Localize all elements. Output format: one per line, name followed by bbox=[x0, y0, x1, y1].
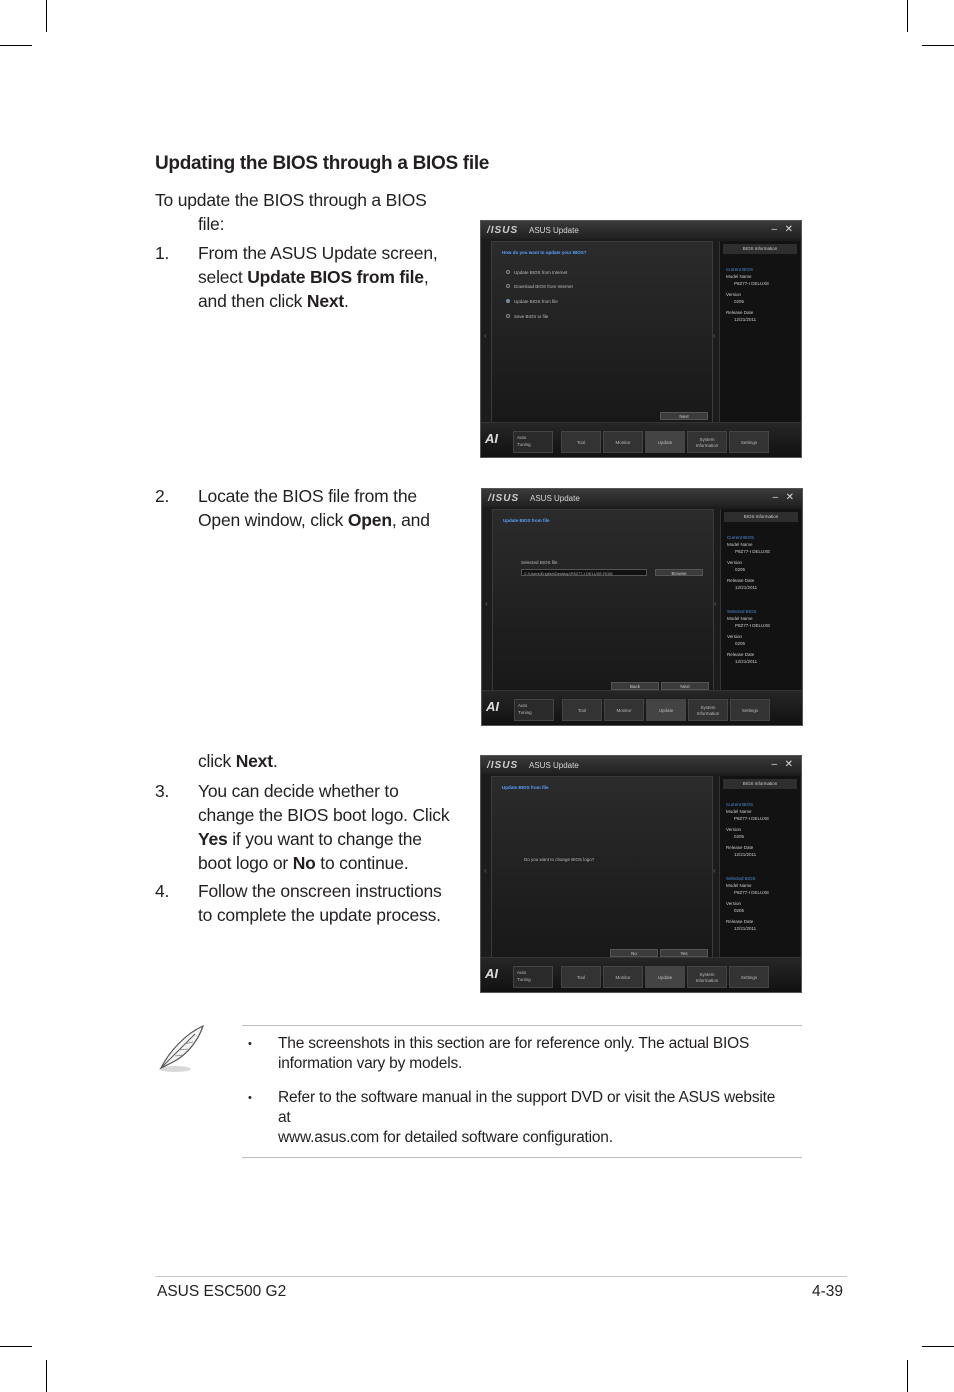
tool-button[interactable]: Tool bbox=[561, 431, 601, 453]
note-text: Refer to the software manual in the support DVD or visit the ASUS website at www.asus.com for detailed software configuration. bbox=[278, 1089, 776, 1146]
release-date-value: 12/21/2011 bbox=[734, 852, 757, 857]
minimize-icon[interactable]: – bbox=[772, 492, 778, 503]
bottom-toolbar bbox=[482, 690, 802, 725]
main-panel bbox=[492, 509, 714, 693]
release-date-value: 12/21/2011 bbox=[734, 317, 757, 322]
close-icon[interactable]: ✕ bbox=[785, 492, 794, 503]
step-number: 4. bbox=[155, 881, 170, 901]
system-information-button[interactable]: System Information bbox=[687, 966, 727, 988]
option-label: Save BIOS to file bbox=[514, 314, 549, 319]
window-title: ASUS Update bbox=[529, 226, 579, 235]
step-line: select Update BIOS from file, bbox=[198, 267, 429, 287]
settings-button[interactable]: Settings bbox=[729, 966, 769, 988]
chevron-left-icon[interactable]: ‹ bbox=[714, 599, 717, 608]
asus-logo: /ISUS bbox=[487, 225, 519, 236]
step-line: Yes if you want to change the bbox=[198, 829, 422, 849]
version-label: Version bbox=[726, 827, 742, 832]
window-title: ASUS Update bbox=[529, 761, 579, 770]
update-button[interactable]: Update bbox=[645, 966, 685, 988]
settings-button[interactable]: Settings bbox=[729, 431, 769, 453]
system-information-button[interactable]: System Information bbox=[687, 431, 727, 453]
title-bar bbox=[481, 756, 801, 774]
asus-update-screenshot-2 bbox=[481, 488, 803, 726]
model-name-label: Model Name bbox=[726, 883, 752, 888]
model-name-label: Model Name bbox=[727, 542, 753, 547]
current-bios-label: Current BIOS bbox=[726, 802, 754, 807]
step-number: 1. bbox=[155, 243, 170, 263]
update-question: How do you want to update your BIOS? bbox=[502, 250, 587, 255]
monitor-button[interactable]: Monitor bbox=[603, 431, 643, 453]
intro-line: file: bbox=[198, 214, 225, 234]
current-bios-label: Current BIOS bbox=[726, 267, 754, 272]
note-text: The screenshots in this section are for reference only. The actual BIOS information vary by models. bbox=[278, 1035, 750, 1072]
step-line: to complete the update process. bbox=[198, 905, 441, 925]
version-label: Version bbox=[726, 901, 742, 906]
release-date-label: Release Date bbox=[727, 578, 755, 583]
main-panel bbox=[491, 776, 713, 960]
feather-pen-icon bbox=[155, 1022, 209, 1074]
tool-button[interactable]: Tool bbox=[561, 966, 601, 988]
version-label: Version bbox=[726, 292, 742, 297]
release-date-value: 12/21/2011 bbox=[734, 926, 757, 931]
release-date-label: Release Date bbox=[726, 919, 754, 924]
model-name-value: P8Z77-I DELUXE bbox=[735, 623, 771, 628]
selected-bios-label: Selected BIOS bbox=[727, 609, 757, 614]
release-date-label: Release Date bbox=[727, 652, 755, 657]
radio-download-internet[interactable] bbox=[506, 284, 510, 288]
next-button[interactable]: Next bbox=[660, 412, 708, 420]
section-title: Updating the BIOS through a BIOS file bbox=[155, 153, 490, 174]
release-date-value: 12/21/2011 bbox=[735, 585, 758, 590]
selected-bios-label: Selected BIOS bbox=[726, 876, 756, 881]
close-icon[interactable]: ✕ bbox=[784, 224, 793, 235]
crop-mark bbox=[46, 1360, 47, 1392]
note-divider bbox=[242, 1025, 802, 1026]
crop-mark bbox=[46, 0, 47, 32]
step-number: 3. bbox=[155, 781, 170, 801]
bios-info-header: BIOS Information bbox=[723, 244, 797, 254]
release-date-label: Release Date bbox=[726, 310, 754, 315]
current-bios-label: Current BIOS bbox=[727, 535, 755, 540]
radio-update-internet[interactable] bbox=[506, 270, 510, 274]
model-name-value: P8Z77-I DELUXE bbox=[735, 549, 771, 554]
step-line: From the ASUS Update screen, bbox=[198, 243, 438, 263]
model-name-label: Model Name bbox=[726, 809, 752, 814]
bios-info-header: BIOS Information bbox=[723, 779, 797, 789]
minimize-icon[interactable]: – bbox=[771, 224, 777, 235]
model-name-label: Model Name bbox=[726, 274, 752, 279]
title-bar bbox=[481, 221, 801, 239]
version-label: Version bbox=[727, 560, 743, 565]
ai-suite-logo: AI bbox=[486, 699, 499, 714]
step-line: Follow the onscreen instructions bbox=[198, 881, 442, 901]
bios-info-panel bbox=[720, 509, 801, 691]
asus-logo: /ISUS bbox=[488, 493, 520, 504]
crop-mark bbox=[922, 1346, 954, 1347]
version-value: 0205 bbox=[735, 641, 746, 646]
window-title: ASUS Update bbox=[530, 494, 580, 503]
back-button[interactable]: Back bbox=[611, 682, 659, 690]
close-icon[interactable]: ✕ bbox=[784, 759, 793, 770]
auto-tuning-button[interactable]: Auto Tuning bbox=[514, 699, 554, 721]
bios-info-panel bbox=[719, 776, 800, 958]
update-button[interactable]: Update bbox=[646, 699, 686, 721]
bios-info-panel bbox=[719, 241, 800, 423]
model-name-value: P8Z77-I DELUXE bbox=[734, 890, 770, 895]
footer-product-name: ASUS ESC500 G2 bbox=[157, 1283, 287, 1300]
step-line: change the BIOS boot logo. Click bbox=[198, 805, 450, 825]
step-line: Locate the BIOS file from the bbox=[198, 486, 417, 506]
note-divider bbox=[242, 1157, 802, 1158]
crop-mark bbox=[0, 1346, 32, 1347]
version-value: 0205 bbox=[735, 567, 746, 572]
yes-button[interactable]: Yes bbox=[660, 949, 708, 957]
tool-button[interactable]: Tool bbox=[562, 699, 602, 721]
chevron-left-icon[interactable]: ‹ bbox=[484, 866, 487, 875]
file-path-field[interactable]: C:\Users\English\Desktop\P8Z77-I DELUXE.ROM bbox=[521, 569, 647, 576]
radio-update-file[interactable] bbox=[506, 299, 510, 303]
bullet: • bbox=[248, 1038, 252, 1050]
logo-question: Do you want to change BIOS logo? bbox=[524, 857, 595, 862]
chevron-left-icon[interactable]: ‹ bbox=[485, 599, 488, 608]
option-label: Download BIOS from Internet bbox=[514, 284, 573, 289]
footer-divider bbox=[155, 1276, 847, 1277]
asus-update-screenshot-3 bbox=[480, 755, 802, 993]
panel-header: Update BIOS from file bbox=[502, 785, 549, 790]
auto-tuning-button[interactable]: Auto Tuning bbox=[513, 431, 553, 453]
crop-mark bbox=[922, 45, 954, 46]
auto-tuning-button[interactable]: Auto Tuning bbox=[513, 966, 553, 988]
crop-mark bbox=[907, 1360, 908, 1392]
crop-mark bbox=[907, 0, 908, 32]
release-date-label: Release Date bbox=[726, 845, 754, 850]
step-line: click Next. bbox=[198, 751, 278, 771]
system-information-button[interactable]: System Information bbox=[688, 699, 728, 721]
bottom-toolbar bbox=[481, 422, 801, 457]
main-panel bbox=[491, 241, 713, 425]
model-name-value: P8Z77-I DELUXE bbox=[734, 281, 770, 286]
radio-save-file[interactable] bbox=[506, 314, 510, 318]
bullet: • bbox=[248, 1092, 252, 1104]
step-line: and then click Next. bbox=[198, 291, 349, 311]
step-line: Open window, click Open, and bbox=[198, 510, 430, 530]
minimize-icon[interactable]: – bbox=[771, 759, 777, 770]
bios-info-header: BIOS Information bbox=[724, 512, 798, 522]
release-date-value: 12/21/2011 bbox=[735, 659, 758, 664]
footer-page-number: 4-39 bbox=[812, 1283, 844, 1300]
no-button[interactable]: No bbox=[610, 949, 658, 957]
version-value: 0205 bbox=[734, 834, 745, 839]
step-line: You can decide whether to bbox=[198, 781, 399, 801]
version-value: 0205 bbox=[734, 908, 745, 913]
model-name-label: Model Name bbox=[727, 616, 753, 621]
version-value: 0205 bbox=[734, 299, 745, 304]
asus-logo: /ISUS bbox=[487, 760, 519, 771]
step-line: boot logo or No to continue. bbox=[198, 853, 409, 873]
chevron-left-icon[interactable]: ‹ bbox=[713, 866, 716, 875]
step-text bbox=[198, 779, 466, 875]
update-button[interactable]: Update bbox=[645, 431, 685, 453]
panel-header: Update BIOS from file bbox=[503, 518, 550, 523]
crop-mark bbox=[0, 45, 32, 46]
monitor-button[interactable]: Monitor bbox=[604, 699, 644, 721]
ai-suite-logo: AI bbox=[485, 431, 498, 446]
step-text bbox=[198, 484, 466, 532]
selected-file-label: Selected BIOS file bbox=[521, 560, 558, 565]
option-label: Update BIOS from file bbox=[514, 299, 558, 304]
step-text bbox=[198, 879, 466, 927]
intro-text bbox=[155, 188, 455, 236]
title-bar bbox=[482, 489, 802, 507]
step-number: 2. bbox=[155, 486, 170, 506]
chevron-left-icon[interactable]: ‹ bbox=[713, 331, 716, 340]
browse-button[interactable]: Browse bbox=[655, 569, 703, 576]
bottom-toolbar bbox=[481, 957, 801, 992]
step-text bbox=[198, 241, 466, 313]
next-button[interactable]: Next bbox=[661, 682, 709, 690]
settings-button[interactable]: Settings bbox=[730, 699, 770, 721]
monitor-button[interactable]: Monitor bbox=[603, 966, 643, 988]
model-name-value: P8Z77-I DELUXE bbox=[734, 816, 770, 821]
option-label: Update BIOS from Internet bbox=[514, 270, 568, 275]
intro-line: To update the BIOS through a BIOS bbox=[155, 190, 427, 210]
version-label: Version bbox=[727, 634, 743, 639]
chevron-left-icon[interactable]: ‹ bbox=[484, 331, 487, 340]
ai-suite-logo: AI bbox=[485, 966, 498, 981]
asus-update-screenshot-1 bbox=[480, 220, 802, 458]
